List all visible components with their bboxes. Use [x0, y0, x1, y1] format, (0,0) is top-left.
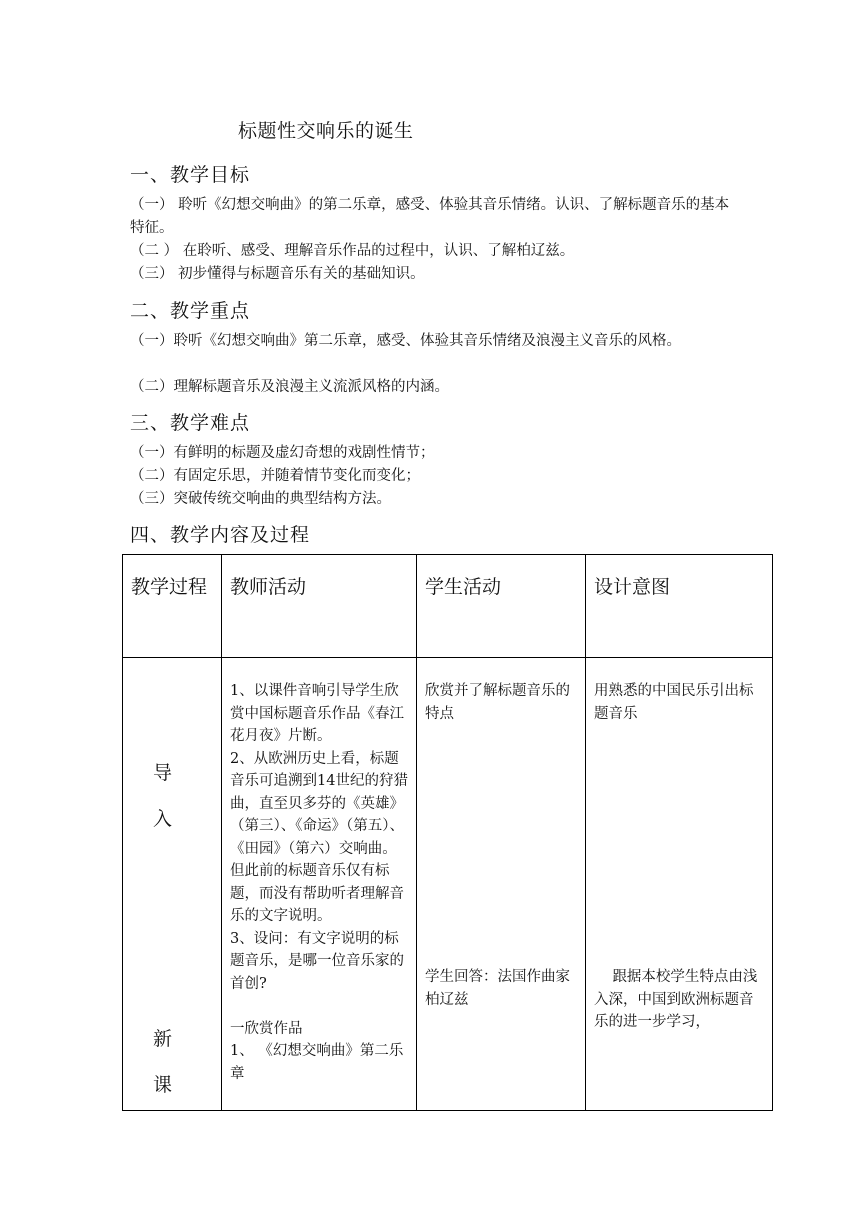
stage-new-char-1: 新: [153, 1028, 173, 1050]
table-header-row: [123, 555, 773, 658]
student-activity-2: 学生回答：法国作曲家柏辽兹: [425, 969, 570, 1008]
teacher-activity-cell: [222, 658, 417, 1111]
stage-intro-char-1: 导: [153, 762, 173, 784]
stage-cell: [123, 658, 222, 1111]
objective-item-3: （三） 初步懂得与标题音乐有关的基础知识。: [130, 266, 425, 282]
document-title: 标题性交响乐的诞生: [238, 120, 414, 142]
design-intent-1: 用熟悉的中国民乐引出标题音乐: [594, 683, 754, 722]
objective-item-1: （一） 聆听《幻想交响曲》的第二乐章，感受、体验其音乐情绪。认识、了解标题音乐的基本特征。: [130, 197, 730, 236]
section-heading-key-points: 二、教学重点: [130, 300, 251, 322]
table-header-teacher: 教师活动: [222, 555, 417, 658]
student-activity-cell: [417, 658, 586, 1111]
student-activity-1: 欣赏并了解标题音乐的特点: [425, 683, 570, 722]
teaching-process-table: [122, 554, 773, 1111]
key-point-item-1: （一）聆听《幻想交响曲》第二乐章，感受、体验其音乐情绪及浪漫主义音乐的风格。: [130, 333, 681, 349]
teacher-activity-text: 1、以课件音响引导学生欣赏中国标题音乐作品《春江花月夜》片断。 2、从欧洲历史上看，标题音乐可追溯到14世纪的狩猎曲，直至贝多芬的《英雄》（第三）、《命运》（第五）、《田园》（第六）交响曲。但此前的标题音乐仅有标题，而没有帮助听者理解音乐的文字说明。 3、设问：有文字说明的标题音乐，是哪一位音乐家的首创? 一欣赏作品 1、 《幻想交响曲》第二乐章: [230, 683, 408, 1082]
difficulty-item-2: （二）有固定乐思，并随着情节变化而变化；: [130, 468, 420, 484]
design-intent-cell: [586, 658, 773, 1111]
table-header-stage: 教学过程: [123, 555, 222, 658]
table-header-student: 学生活动: [417, 555, 586, 658]
difficulty-item-1: （一）有鲜明的标题及虚幻奇想的戏剧性情节；: [130, 445, 435, 461]
objective-item-2: （二 ） 在聆听、感受、理解音乐作品的过程中，认识、了解柏辽兹。: [130, 243, 575, 259]
difficulty-item-3: （三）突破传统交响曲的典型结构方法。: [130, 491, 391, 507]
section-heading-objectives: 一、教学目标: [130, 164, 251, 186]
stage-new-char-2: 课: [153, 1074, 173, 1096]
section-heading-process: 四、教学内容及过程: [130, 524, 311, 546]
key-point-item-2: （二）理解标题音乐及浪漫主义流派风格的内涵。: [130, 379, 449, 395]
table-row: [123, 658, 773, 1111]
table-header-intent: 设计意图: [586, 555, 773, 658]
section-heading-difficulties: 三、教学难点: [130, 412, 251, 434]
stage-intro-char-2: 入: [153, 808, 173, 830]
design-intent-2: 跟据本校学生特点由浅入深，中国到欧洲标题音乐的进一步学习，: [594, 969, 758, 1030]
